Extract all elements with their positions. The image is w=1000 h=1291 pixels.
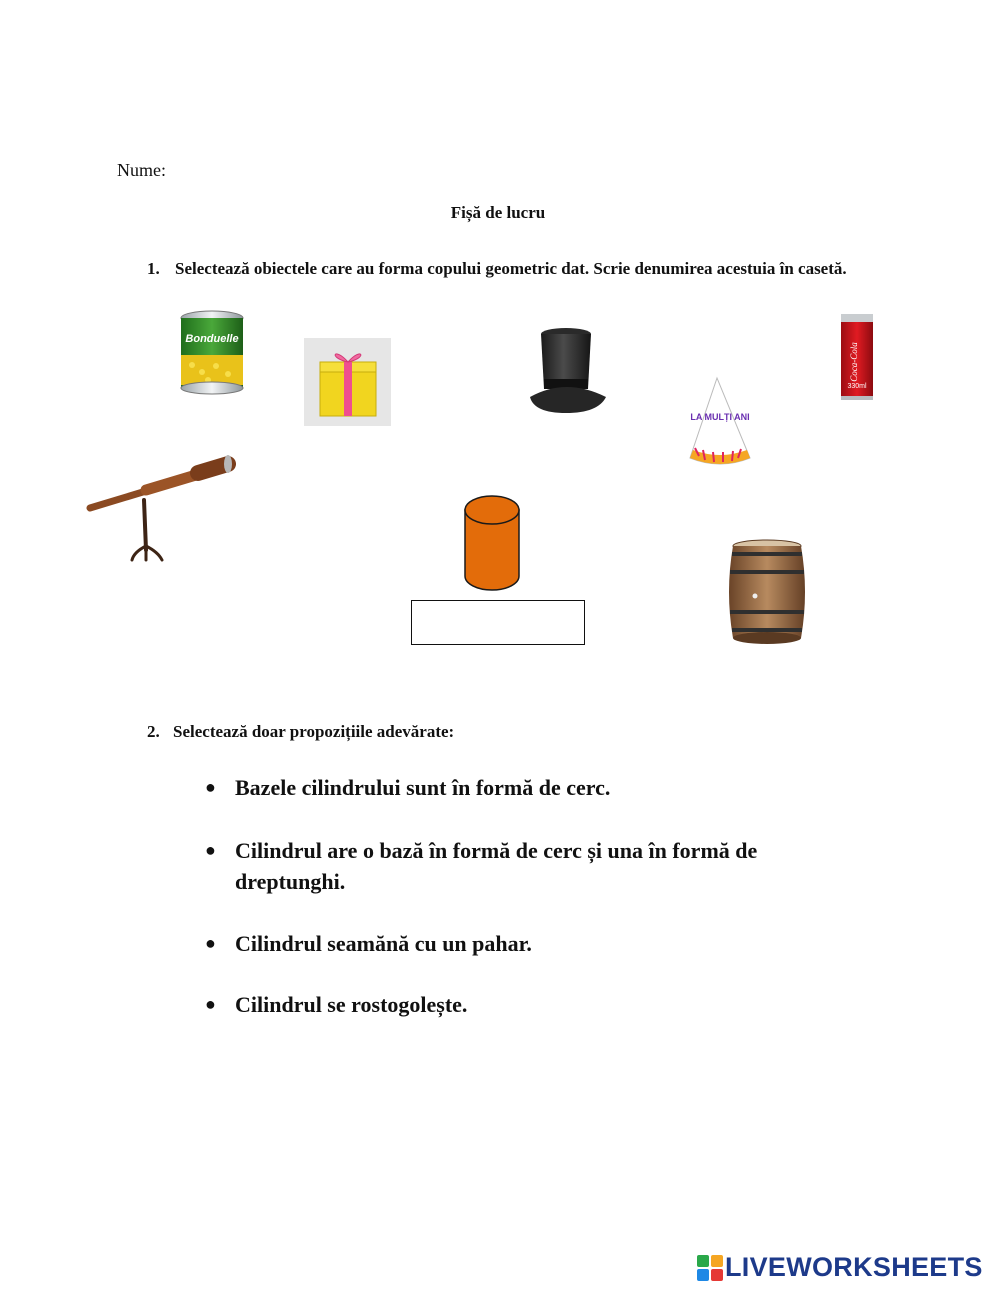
question-2-text: Selectează doar propozițiile adevărate: (173, 722, 455, 741)
liveworksheets-logo (697, 1252, 983, 1283)
name-label: Nume: (117, 160, 166, 180)
telescope-image[interactable] (86, 450, 236, 565)
soda-volume-text: 330ml (847, 383, 867, 390)
statement-text: Bazele cilindrului sunt în formă de cerc. (235, 775, 611, 800)
party-hat-image[interactable] (687, 376, 753, 466)
party-hat-text: LA MULȚI ANI (690, 412, 750, 422)
cylinder-shape (462, 494, 522, 592)
gift-box-image[interactable] (304, 338, 391, 426)
statement-item[interactable] (205, 772, 610, 803)
question-2 (147, 722, 454, 742)
question-2-number: 2. (147, 722, 160, 741)
page-title: Fișă de lucru (450, 203, 546, 222)
statement-text: Cilindrul seamănă cu un pahar. (235, 931, 532, 956)
statement-item[interactable] (205, 835, 835, 897)
bullet-icon: ● (205, 777, 216, 797)
top-hat-image[interactable] (528, 327, 608, 417)
liveworksheets-logo-text: LIVEWORKSHEETS (725, 1252, 983, 1282)
liveworksheets-logo-icon (697, 1255, 723, 1281)
bullet-icon: ● (205, 840, 216, 860)
bullet-icon: ● (205, 994, 216, 1014)
barrel-image[interactable] (727, 538, 807, 646)
bullet-icon: ● (205, 933, 216, 953)
question-1-number: 1. (147, 259, 160, 278)
statement-text: Cilindrul se rostogolește. (235, 992, 468, 1017)
soda-can-image[interactable] (839, 312, 875, 402)
question-1-text: Selectează obiectele care au forma copului geometric dat. Scrie denumirea acestuia în casetă. (175, 259, 847, 278)
corn-brand-text: Bonduelle (185, 333, 239, 345)
statement-item[interactable] (205, 928, 532, 959)
statement-item[interactable] (205, 989, 467, 1020)
soda-brand-text: Coca-Cola (849, 342, 859, 382)
corn-can-image[interactable] (178, 310, 246, 396)
shape-answer-box[interactable] (411, 600, 585, 645)
statement-text: Cilindrul are o bază în formă de cerc și una în formă de dreptunghi. (235, 838, 758, 894)
question-1 (147, 255, 887, 282)
